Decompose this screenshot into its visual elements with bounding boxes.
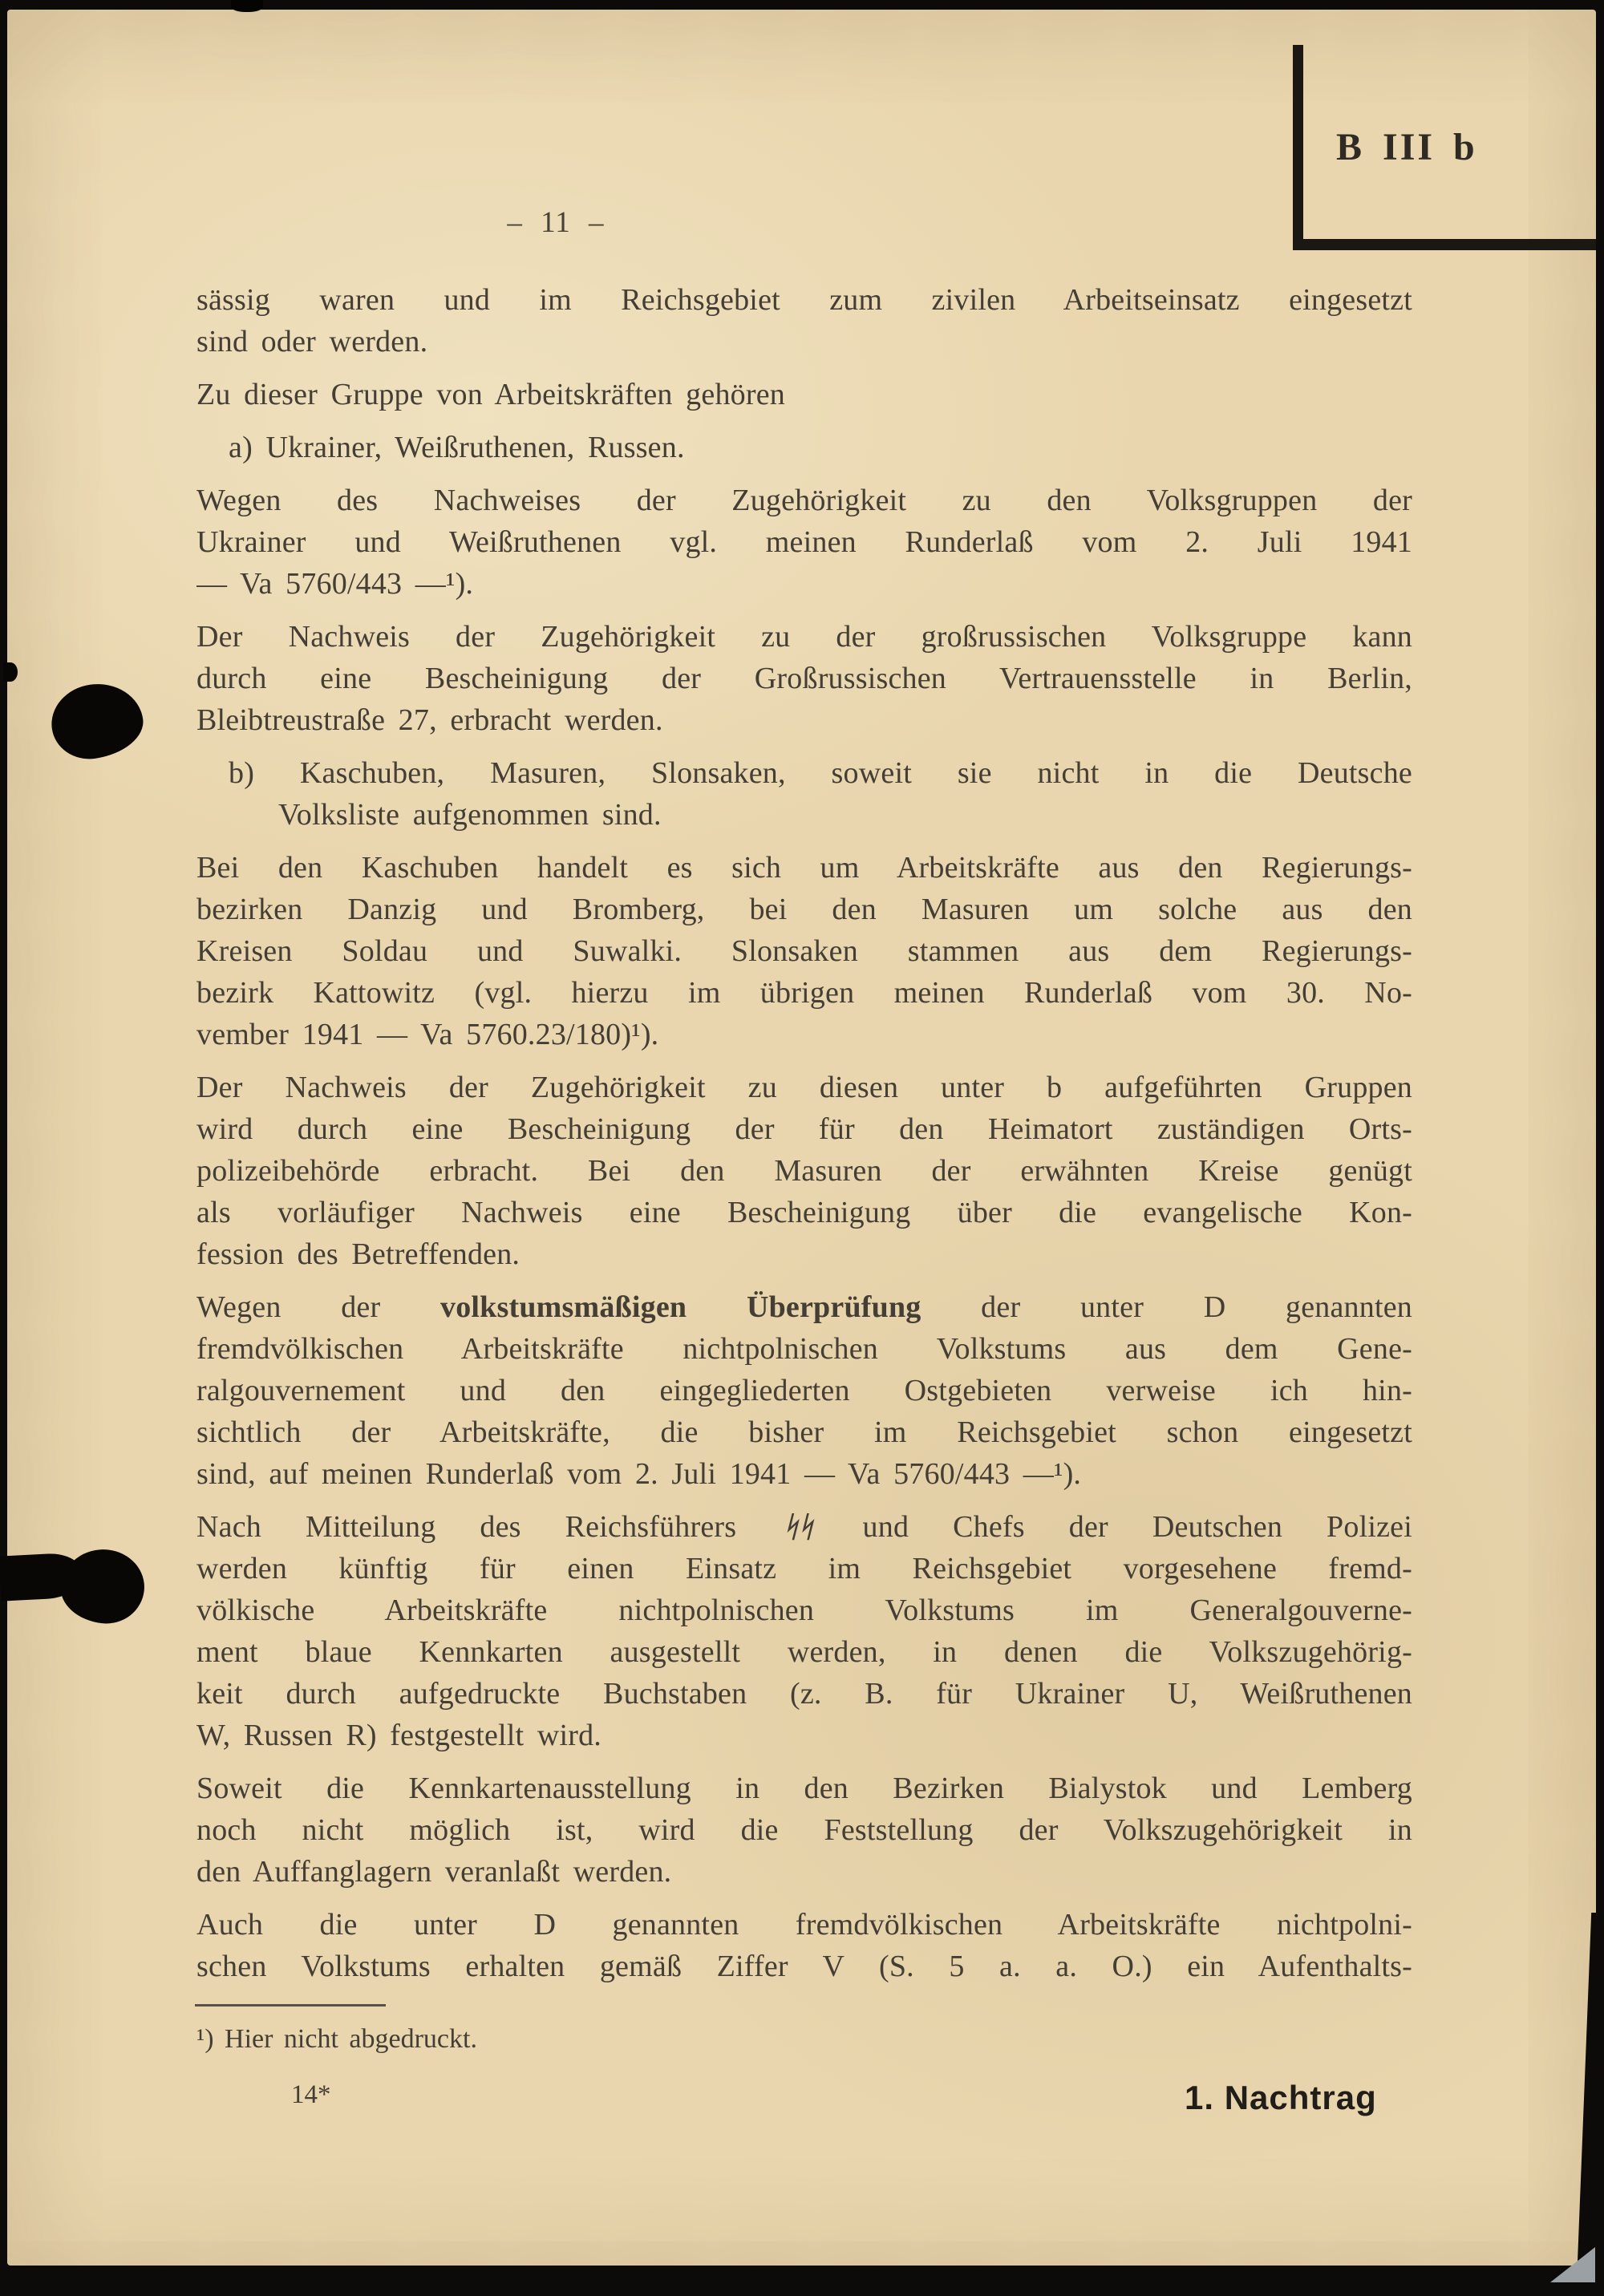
text-line bbox=[196, 847, 1412, 889]
paragraph bbox=[196, 1768, 1412, 1893]
text-line bbox=[196, 1067, 1412, 1108]
text-segment: Zu dieser Gruppe von Arbeitskräften gehören bbox=[196, 378, 785, 411]
text-line bbox=[196, 1506, 1412, 1548]
text-segment: Kreisen Soldau und Suwalki. Slonsaken stammen aus dem Regierungs- bbox=[196, 934, 1412, 968]
text-segment: und Chefs der Deutschen Polizei bbox=[818, 1510, 1412, 1544]
text-line bbox=[196, 1286, 1412, 1328]
classification-label: B III b bbox=[1336, 126, 1477, 168]
text-segment: polizeibehörde erbracht. Bei den Masuren der erwähnten Kreise genügt bbox=[196, 1154, 1412, 1188]
paragraph bbox=[196, 1904, 1412, 1987]
text-segment: — Va 5760/443 —¹). bbox=[196, 567, 474, 601]
text-segment: ralgouvernement und den eingegliederten Ostgebieten verweise ich hin- bbox=[196, 1374, 1412, 1407]
scan-smudge bbox=[231, 0, 263, 12]
text-line bbox=[196, 563, 1412, 605]
text-segment: Der Nachweis der Zugehörigkeit zu diesen unter b aufgeführten Gruppen bbox=[196, 1071, 1412, 1104]
text-segment: schen Volkstums erhalten gemäß Ziffer V (S. 5 a. a. O.) ein Aufenthalts- bbox=[196, 1950, 1412, 1983]
text-segment: wird durch eine Bescheinigung der für den Heimatort zuständigen Orts- bbox=[196, 1112, 1412, 1146]
text-line bbox=[196, 321, 1412, 362]
text-segment: der unter D genannten bbox=[921, 1290, 1412, 1324]
paragraph bbox=[196, 427, 1412, 468]
paragraph bbox=[196, 752, 1412, 836]
text-segment: werden künftig für einen Einsatz im Reichsgebiet vorgesehene fremd- bbox=[196, 1552, 1412, 1585]
text-line bbox=[196, 521, 1412, 563]
text-segment: ment blaue Kennkarten ausgestellt werden, in denen die Volkszugehörig- bbox=[196, 1635, 1412, 1669]
text-segment: noch nicht möglich ist, wird die Feststellung der Volkszugehörigkeit in bbox=[196, 1813, 1412, 1847]
text-line bbox=[196, 1946, 1412, 1987]
text-segment: keit durch aufgedruckte Buchstaben (z. B. für Ukrainer U, Weißruthenen bbox=[196, 1677, 1412, 1711]
text-line bbox=[196, 1328, 1412, 1370]
scan-edge-left bbox=[0, 0, 7, 2296]
footnote: ¹) Hier nicht abgedruckt. bbox=[196, 2024, 477, 2054]
paragraph bbox=[196, 847, 1412, 1055]
text-line bbox=[196, 427, 1412, 468]
text-segment: Auch die unter D genannten fremdvölkischen Arbeitskräfte nichtpolni- bbox=[196, 1908, 1412, 1942]
text-line bbox=[196, 1014, 1412, 1055]
text-line bbox=[196, 658, 1412, 699]
text-segment: Wegen der bbox=[196, 1290, 441, 1324]
text-segment: sässig waren und im Reichsgebiet zum zivilen Arbeitseinsatz eingesetzt bbox=[196, 283, 1412, 317]
text-segment: fession des Betreffenden. bbox=[196, 1237, 520, 1271]
text-line bbox=[196, 1809, 1412, 1851]
text-line bbox=[196, 794, 1412, 836]
text-segment: W, Russen R) festgestellt wird. bbox=[196, 1719, 602, 1752]
text-segment: als vorläufiger Nachweis eine Bescheinigung über die evangelische Kon- bbox=[196, 1196, 1412, 1229]
text-line bbox=[196, 1233, 1412, 1275]
footer-sheet-signature: 14* bbox=[291, 2080, 331, 2109]
text-segment: Volksliste aufgenommen sind. bbox=[278, 798, 662, 832]
text-line bbox=[196, 1150, 1412, 1192]
text-line bbox=[196, 1589, 1412, 1631]
edge-ink-nick bbox=[3, 662, 18, 682]
text-line bbox=[196, 699, 1412, 741]
classification-box-vertical-rule bbox=[1293, 45, 1303, 249]
ss-runes-glyph: ᛋᛋ bbox=[780, 1510, 819, 1544]
text-segment: Ukrainer und Weißruthenen vgl. meinen Runderlaß vom 2. Juli 1941 bbox=[196, 525, 1412, 559]
text-segment: fremdvölkischen Arbeitskräfte nichtpolnischen Volkstums aus dem Gene- bbox=[196, 1332, 1412, 1366]
paragraph bbox=[196, 616, 1412, 741]
text-segment: Der Nachweis der Zugehörigkeit zu der großrussischen Volksgruppe kann bbox=[196, 620, 1412, 654]
text-line bbox=[196, 752, 1412, 794]
text-line bbox=[196, 972, 1412, 1014]
paragraph bbox=[196, 374, 1412, 415]
text-segment: a) Ukrainer, Weißruthenen, Russen. bbox=[229, 431, 685, 464]
page-number: – 11 – bbox=[507, 206, 605, 239]
text-line bbox=[196, 930, 1412, 972]
text-line bbox=[196, 1851, 1412, 1893]
bold-emphasis: volkstumsmäßigen Überprüfung bbox=[440, 1290, 921, 1324]
text-line bbox=[196, 480, 1412, 521]
text-line bbox=[196, 1192, 1412, 1233]
paragraph bbox=[196, 279, 1412, 362]
text-segment: Wegen des Nachweises der Zugehörigkeit zu den Volksgruppen der bbox=[196, 484, 1412, 517]
text-segment: Bei den Kaschuben handelt es sich um Arbeitskräfte aus den Regierungs- bbox=[196, 851, 1412, 885]
text-segment: bezirk Kattowitz (vgl. hierzu im übrigen meinen Runderlaß vom 30. No- bbox=[196, 976, 1412, 1010]
text-segment: b) Kaschuben, Masuren, Slonsaken, soweit sie nicht in die Deutsche bbox=[229, 756, 1412, 790]
text-line bbox=[196, 1904, 1412, 1946]
text-line bbox=[196, 1108, 1412, 1150]
text-line bbox=[196, 374, 1412, 415]
text-segment: sind, auf meinen Runderlaß vom 2. Juli 1941 — Va 5760/443 —¹). bbox=[196, 1457, 1082, 1491]
text-line bbox=[196, 616, 1412, 658]
text-segment: völkische Arbeitskräfte nichtpolnischen Volkstums im Generalgouverne- bbox=[196, 1593, 1412, 1627]
paragraph bbox=[196, 480, 1412, 605]
text-segment: den Auffanglagern veranlaßt werden. bbox=[196, 1855, 672, 1889]
paragraph bbox=[196, 1506, 1412, 1756]
text-line bbox=[196, 1631, 1412, 1673]
footer-supplement-label: 1. Nachtrag bbox=[1185, 2079, 1377, 2116]
classification-box-horizontal-rule bbox=[1293, 239, 1604, 250]
scan-edge-bottom bbox=[0, 2280, 1604, 2296]
body-text bbox=[196, 279, 1412, 1998]
text-segment: durch eine Bescheinigung der Großrussischen Vertrauensstelle in Berlin, bbox=[196, 662, 1412, 695]
text-segment: Soweit die Kennkartenausstellung in den Bezirken Bialystok und Lemberg bbox=[196, 1772, 1412, 1805]
text-line bbox=[196, 1411, 1412, 1453]
text-line bbox=[196, 1548, 1412, 1589]
text-segment: vember 1941 — Va 5760.23/180)¹). bbox=[196, 1018, 659, 1051]
paragraph bbox=[196, 1286, 1412, 1495]
text-segment: Nach Mitteilung des Reichsführers bbox=[196, 1510, 781, 1544]
text-line bbox=[196, 889, 1412, 930]
text-line bbox=[196, 1715, 1412, 1756]
text-segment: Bleibtreustraße 27, erbracht werden. bbox=[196, 703, 663, 737]
text-segment: bezirken Danzig und Bromberg, bei den Masuren um solche aus den bbox=[196, 893, 1412, 926]
text-line bbox=[196, 1453, 1412, 1495]
text-line bbox=[196, 1673, 1412, 1715]
text-line bbox=[196, 1768, 1412, 1809]
text-line bbox=[196, 279, 1412, 321]
text-segment: sichtlich der Arbeitskräfte, die bisher im Reichsgebiet schon eingesetzt bbox=[196, 1415, 1412, 1449]
text-segment: sind oder werden. bbox=[196, 325, 428, 358]
paragraph bbox=[196, 1067, 1412, 1275]
footnote-separator-rule bbox=[195, 2004, 386, 2006]
text-line bbox=[196, 1370, 1412, 1411]
